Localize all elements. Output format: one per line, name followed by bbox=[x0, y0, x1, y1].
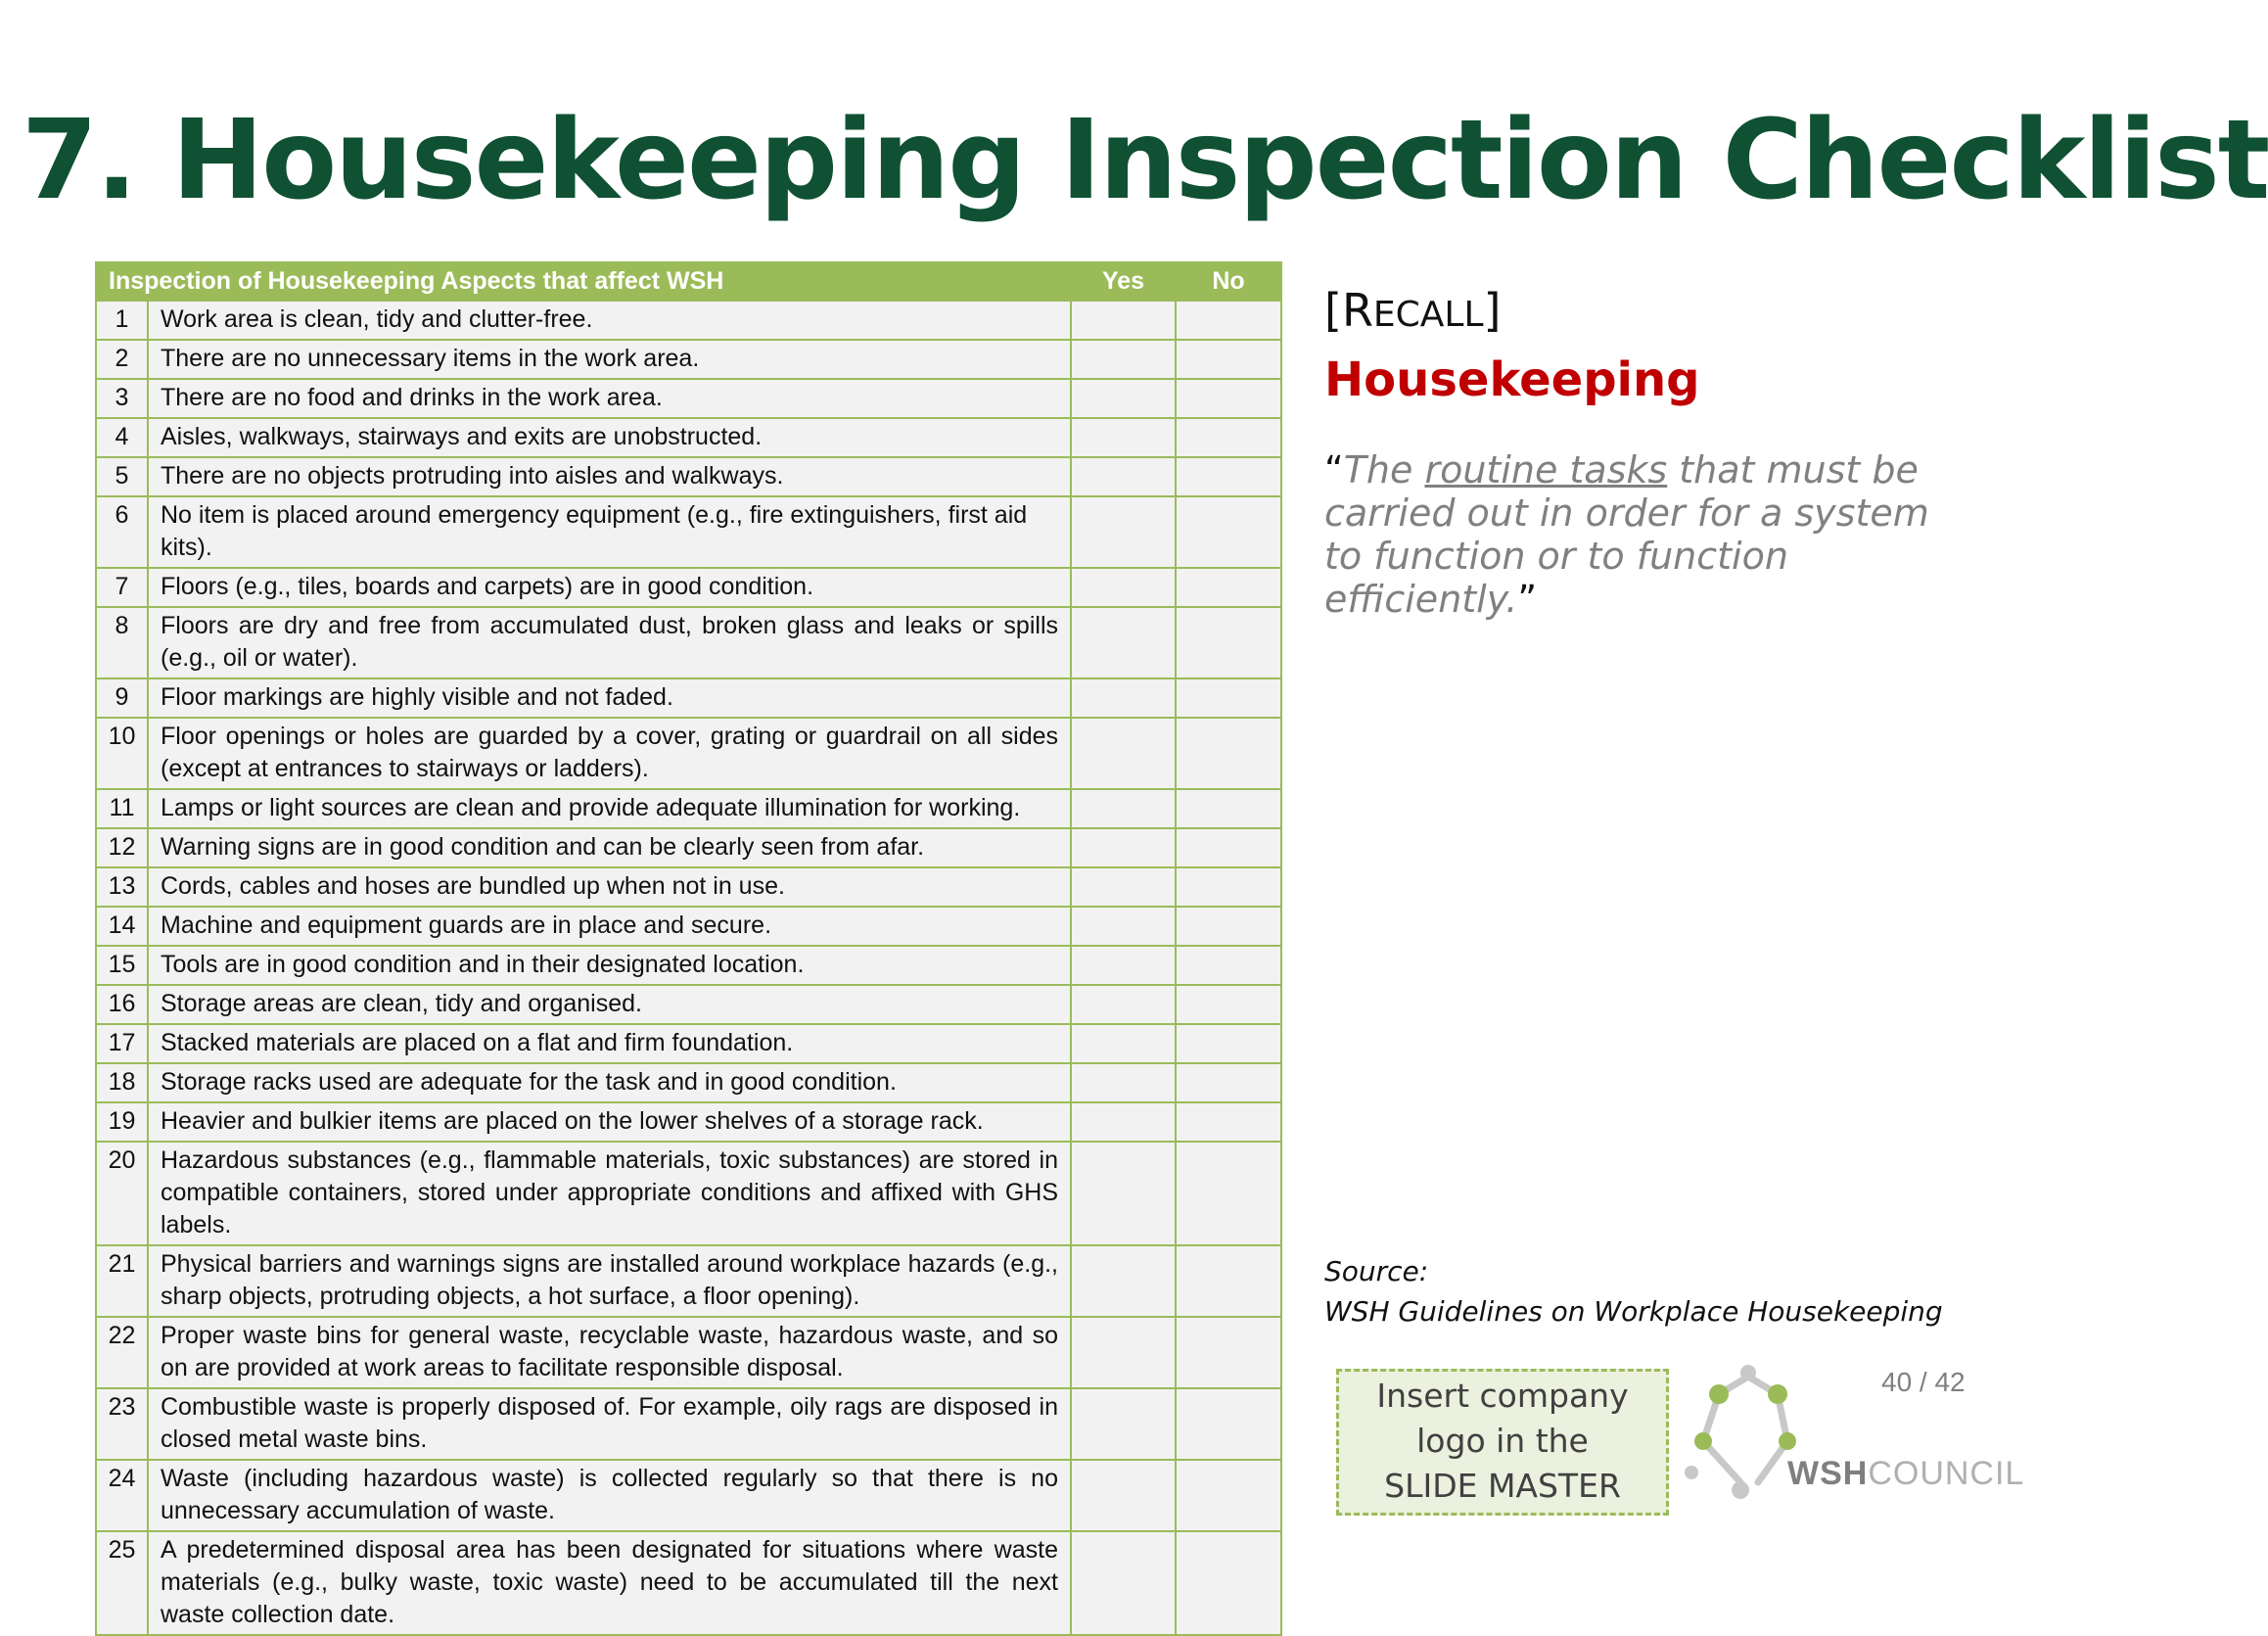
slide-title: 7. Housekeeping Inspection Checklist bbox=[22, 97, 2268, 224]
no-checkbox-cell[interactable] bbox=[1176, 946, 1281, 985]
row-number: 21 bbox=[96, 1245, 148, 1317]
table-header-yes: Yes bbox=[1071, 262, 1176, 301]
table-row bbox=[96, 718, 1281, 789]
no-checkbox-cell[interactable] bbox=[1176, 1388, 1281, 1460]
no-checkbox-cell[interactable] bbox=[1176, 828, 1281, 867]
table-row bbox=[96, 867, 1281, 907]
table-row bbox=[96, 678, 1281, 718]
row-number: 16 bbox=[96, 985, 148, 1024]
row-text: Lamps or light sources are clean and provide adequate illumination for working. bbox=[148, 789, 1071, 828]
row-text: Heavier and bulkier items are placed on the lower shelves of a storage rack. bbox=[148, 1102, 1071, 1142]
logo-placeholder-line-2: logo in the bbox=[1416, 1422, 1589, 1460]
no-checkbox-cell[interactable] bbox=[1176, 418, 1281, 457]
quote-open-mark: “ bbox=[1324, 448, 1344, 491]
definition-quote bbox=[1324, 448, 1970, 621]
row-number: 14 bbox=[96, 907, 148, 946]
row-number: 24 bbox=[96, 1460, 148, 1531]
table-row bbox=[96, 1245, 1281, 1317]
row-number: 20 bbox=[96, 1142, 148, 1245]
no-checkbox-cell[interactable] bbox=[1176, 340, 1281, 379]
no-checkbox-cell[interactable] bbox=[1176, 867, 1281, 907]
no-checkbox-cell[interactable] bbox=[1176, 718, 1281, 789]
row-text: Physical barriers and warnings signs are installed around workplace hazards (e.g., sharp objects, protruding objects, a hot surface, a floor opening). bbox=[148, 1245, 1071, 1317]
table-row bbox=[96, 1063, 1281, 1102]
no-checkbox-cell[interactable] bbox=[1176, 985, 1281, 1024]
source-label: Source: bbox=[1324, 1255, 1429, 1287]
table-row bbox=[96, 418, 1281, 457]
table-row bbox=[96, 340, 1281, 379]
yes-checkbox-cell[interactable] bbox=[1071, 1245, 1176, 1317]
yes-checkbox-cell[interactable] bbox=[1071, 789, 1176, 828]
wordmark-council: COUNCIL bbox=[1868, 1455, 2025, 1492]
quote-underlined: routine tasks bbox=[1424, 448, 1668, 491]
table-row bbox=[96, 985, 1281, 1024]
yes-checkbox-cell[interactable] bbox=[1071, 1460, 1176, 1531]
no-checkbox-cell[interactable] bbox=[1176, 568, 1281, 607]
table-header-aspects: Inspection of Housekeeping Aspects that affect WSH bbox=[96, 262, 1071, 301]
housekeeping-checklist-table bbox=[95, 261, 1282, 1636]
yes-checkbox-cell[interactable] bbox=[1071, 907, 1176, 946]
table-header-no: No bbox=[1176, 262, 1281, 301]
quote-close-mark: ” bbox=[1517, 578, 1538, 621]
yes-checkbox-cell[interactable] bbox=[1071, 607, 1176, 678]
no-checkbox-cell[interactable] bbox=[1176, 1317, 1281, 1388]
source-citation bbox=[1324, 1251, 1943, 1332]
table-row bbox=[96, 828, 1281, 867]
yes-checkbox-cell[interactable] bbox=[1071, 1024, 1176, 1063]
table-row bbox=[96, 1388, 1281, 1460]
row-text: Aisles, walkways, stairways and exits are unobstructed. bbox=[148, 418, 1071, 457]
row-text: There are no food and drinks in the work area. bbox=[148, 379, 1071, 418]
row-text: Floors (e.g., tiles, boards and carpets) are in good condition. bbox=[148, 568, 1071, 607]
table-row bbox=[96, 607, 1281, 678]
row-number: 12 bbox=[96, 828, 148, 867]
table-row bbox=[96, 1142, 1281, 1245]
row-text: Tools are in good condition and in their designated location. bbox=[148, 946, 1071, 985]
row-number: 11 bbox=[96, 789, 148, 828]
row-text: Floor openings or holes are guarded by a cover, grating or guardrail on all sides (except at entrances to stairways or ladders). bbox=[148, 718, 1071, 789]
recall-label bbox=[1324, 284, 1502, 337]
row-number: 15 bbox=[96, 946, 148, 985]
no-checkbox-cell[interactable] bbox=[1176, 1245, 1281, 1317]
table-row bbox=[96, 496, 1281, 568]
row-number: 3 bbox=[96, 379, 148, 418]
term-heading: Housekeeping bbox=[1324, 352, 1700, 407]
no-checkbox-cell[interactable] bbox=[1176, 1063, 1281, 1102]
row-number: 4 bbox=[96, 418, 148, 457]
source-text: WSH Guidelines on Workplace Housekeeping bbox=[1324, 1295, 1943, 1328]
no-checkbox-cell[interactable] bbox=[1176, 1460, 1281, 1531]
row-number: 1 bbox=[96, 301, 148, 340]
row-text: Hazardous substances (e.g., flammable materials, toxic substances) are stored in compatible containers, stored under appropriate conditions and affixed with GHS labels. bbox=[148, 1142, 1071, 1245]
quote-part-b: that must be carried out in order for a system to function or to function efficiently. bbox=[1324, 448, 1929, 621]
table-row bbox=[96, 1531, 1281, 1635]
row-number: 10 bbox=[96, 718, 148, 789]
row-text: Floors are dry and free from accumulated dust, broken glass and leaks or spills (e.g., oil or water). bbox=[148, 607, 1071, 678]
row-number: 2 bbox=[96, 340, 148, 379]
table-row bbox=[96, 568, 1281, 607]
yes-checkbox-cell[interactable] bbox=[1071, 678, 1176, 718]
logo-placeholder-line-1: Insert company bbox=[1376, 1377, 1629, 1415]
row-number: 25 bbox=[96, 1531, 148, 1635]
table-row bbox=[96, 946, 1281, 985]
row-number: 17 bbox=[96, 1024, 148, 1063]
wsh-council-wordmark bbox=[1787, 1455, 2024, 1493]
no-checkbox-cell[interactable] bbox=[1176, 1024, 1281, 1063]
row-text: No item is placed around emergency equipment (e.g., fire extinguishers, first aid kits). bbox=[148, 496, 1071, 568]
no-checkbox-cell[interactable] bbox=[1176, 379, 1281, 418]
table-row bbox=[96, 1317, 1281, 1388]
row-number: 5 bbox=[96, 457, 148, 496]
no-checkbox-cell[interactable] bbox=[1176, 457, 1281, 496]
no-checkbox-cell[interactable] bbox=[1176, 301, 1281, 340]
table-row bbox=[96, 907, 1281, 946]
yes-checkbox-cell[interactable] bbox=[1071, 1531, 1176, 1635]
table-header-row bbox=[96, 262, 1281, 301]
table-body bbox=[96, 301, 1281, 1635]
yes-checkbox-cell[interactable] bbox=[1071, 568, 1176, 607]
wordmark-wsh: WSH bbox=[1787, 1455, 1869, 1492]
yes-checkbox-cell[interactable] bbox=[1071, 418, 1176, 457]
yes-checkbox-cell[interactable] bbox=[1071, 1388, 1176, 1460]
no-checkbox-cell[interactable] bbox=[1176, 1531, 1281, 1635]
yes-checkbox-cell[interactable] bbox=[1071, 301, 1176, 340]
yes-checkbox-cell[interactable] bbox=[1071, 496, 1176, 568]
row-text: Work area is clean, tidy and clutter-free. bbox=[148, 301, 1071, 340]
yes-checkbox-cell[interactable] bbox=[1071, 828, 1176, 867]
row-number: 19 bbox=[96, 1102, 148, 1142]
yes-checkbox-cell[interactable] bbox=[1071, 457, 1176, 496]
quote-part-a: The bbox=[1343, 448, 1425, 491]
row-text: Storage areas are clean, tidy and organised. bbox=[148, 985, 1071, 1024]
no-checkbox-cell[interactable] bbox=[1176, 907, 1281, 946]
recall-open: [R bbox=[1324, 284, 1373, 337]
yes-checkbox-cell[interactable] bbox=[1071, 340, 1176, 379]
row-text: Waste (including hazardous waste) is collected regularly so that there is no unnecessary accumulation of waste. bbox=[148, 1460, 1071, 1531]
row-text: Machine and equipment guards are in place and secure. bbox=[148, 907, 1071, 946]
logo-placeholder-line-3: SLIDE MASTER bbox=[1384, 1467, 1621, 1505]
row-text: Combustible waste is properly disposed of. For example, oily rags are disposed in closed metal waste bins. bbox=[148, 1388, 1071, 1460]
recall-rest: ECALL bbox=[1372, 295, 1484, 335]
table-row bbox=[96, 789, 1281, 828]
row-text: Cords, cables and hoses are bundled up when not in use. bbox=[148, 867, 1071, 907]
yes-checkbox-cell[interactable] bbox=[1071, 1142, 1176, 1245]
no-checkbox-cell[interactable] bbox=[1176, 496, 1281, 568]
row-number: 23 bbox=[96, 1388, 148, 1460]
row-number: 7 bbox=[96, 568, 148, 607]
yes-checkbox-cell[interactable] bbox=[1071, 1102, 1176, 1142]
table-row bbox=[96, 1102, 1281, 1142]
yes-checkbox-cell[interactable] bbox=[1071, 1317, 1176, 1388]
row-number: 9 bbox=[96, 678, 148, 718]
no-checkbox-cell[interactable] bbox=[1176, 1142, 1281, 1245]
yes-checkbox-cell[interactable] bbox=[1071, 379, 1176, 418]
table-row bbox=[96, 1024, 1281, 1063]
table-row bbox=[96, 1460, 1281, 1531]
no-checkbox-cell[interactable] bbox=[1176, 607, 1281, 678]
company-logo-placeholder bbox=[1336, 1369, 1669, 1516]
table-row bbox=[96, 379, 1281, 418]
no-checkbox-cell[interactable] bbox=[1176, 789, 1281, 828]
row-number: 18 bbox=[96, 1063, 148, 1102]
row-number: 13 bbox=[96, 867, 148, 907]
row-text: A predetermined disposal area has been designated for situations where waste materials (e.g., bulky waste, toxic waste) need to be accumulated till the next waste collection date. bbox=[148, 1531, 1071, 1635]
recall-close: ] bbox=[1483, 284, 1502, 337]
yes-checkbox-cell[interactable] bbox=[1071, 1063, 1176, 1102]
table-row bbox=[96, 457, 1281, 496]
no-checkbox-cell[interactable] bbox=[1176, 1102, 1281, 1142]
row-text: Storage racks used are adequate for the task and in good condition. bbox=[148, 1063, 1071, 1102]
row-text: There are no unnecessary items in the work area. bbox=[148, 340, 1071, 379]
row-text: There are no objects protruding into aisles and walkways. bbox=[148, 457, 1071, 496]
row-text: Proper waste bins for general waste, recyclable waste, hazardous waste, and so on are provided at work areas to facilitate responsible disposal. bbox=[148, 1317, 1071, 1388]
no-checkbox-cell[interactable] bbox=[1176, 678, 1281, 718]
yes-checkbox-cell[interactable] bbox=[1071, 718, 1176, 789]
page-number: 40 / 42 bbox=[1881, 1367, 1966, 1397]
row-text: Floor markings are highly visible and not faded. bbox=[148, 678, 1071, 718]
yes-checkbox-cell[interactable] bbox=[1071, 867, 1176, 907]
yes-checkbox-cell[interactable] bbox=[1071, 946, 1176, 985]
row-number: 8 bbox=[96, 607, 148, 678]
row-number: 6 bbox=[96, 496, 148, 568]
row-text: Stacked materials are placed on a flat and firm foundation. bbox=[148, 1024, 1071, 1063]
table-row bbox=[96, 301, 1281, 340]
row-text: Warning signs are in good condition and can be clearly seen from afar. bbox=[148, 828, 1071, 867]
row-number: 22 bbox=[96, 1317, 148, 1388]
yes-checkbox-cell[interactable] bbox=[1071, 985, 1176, 1024]
